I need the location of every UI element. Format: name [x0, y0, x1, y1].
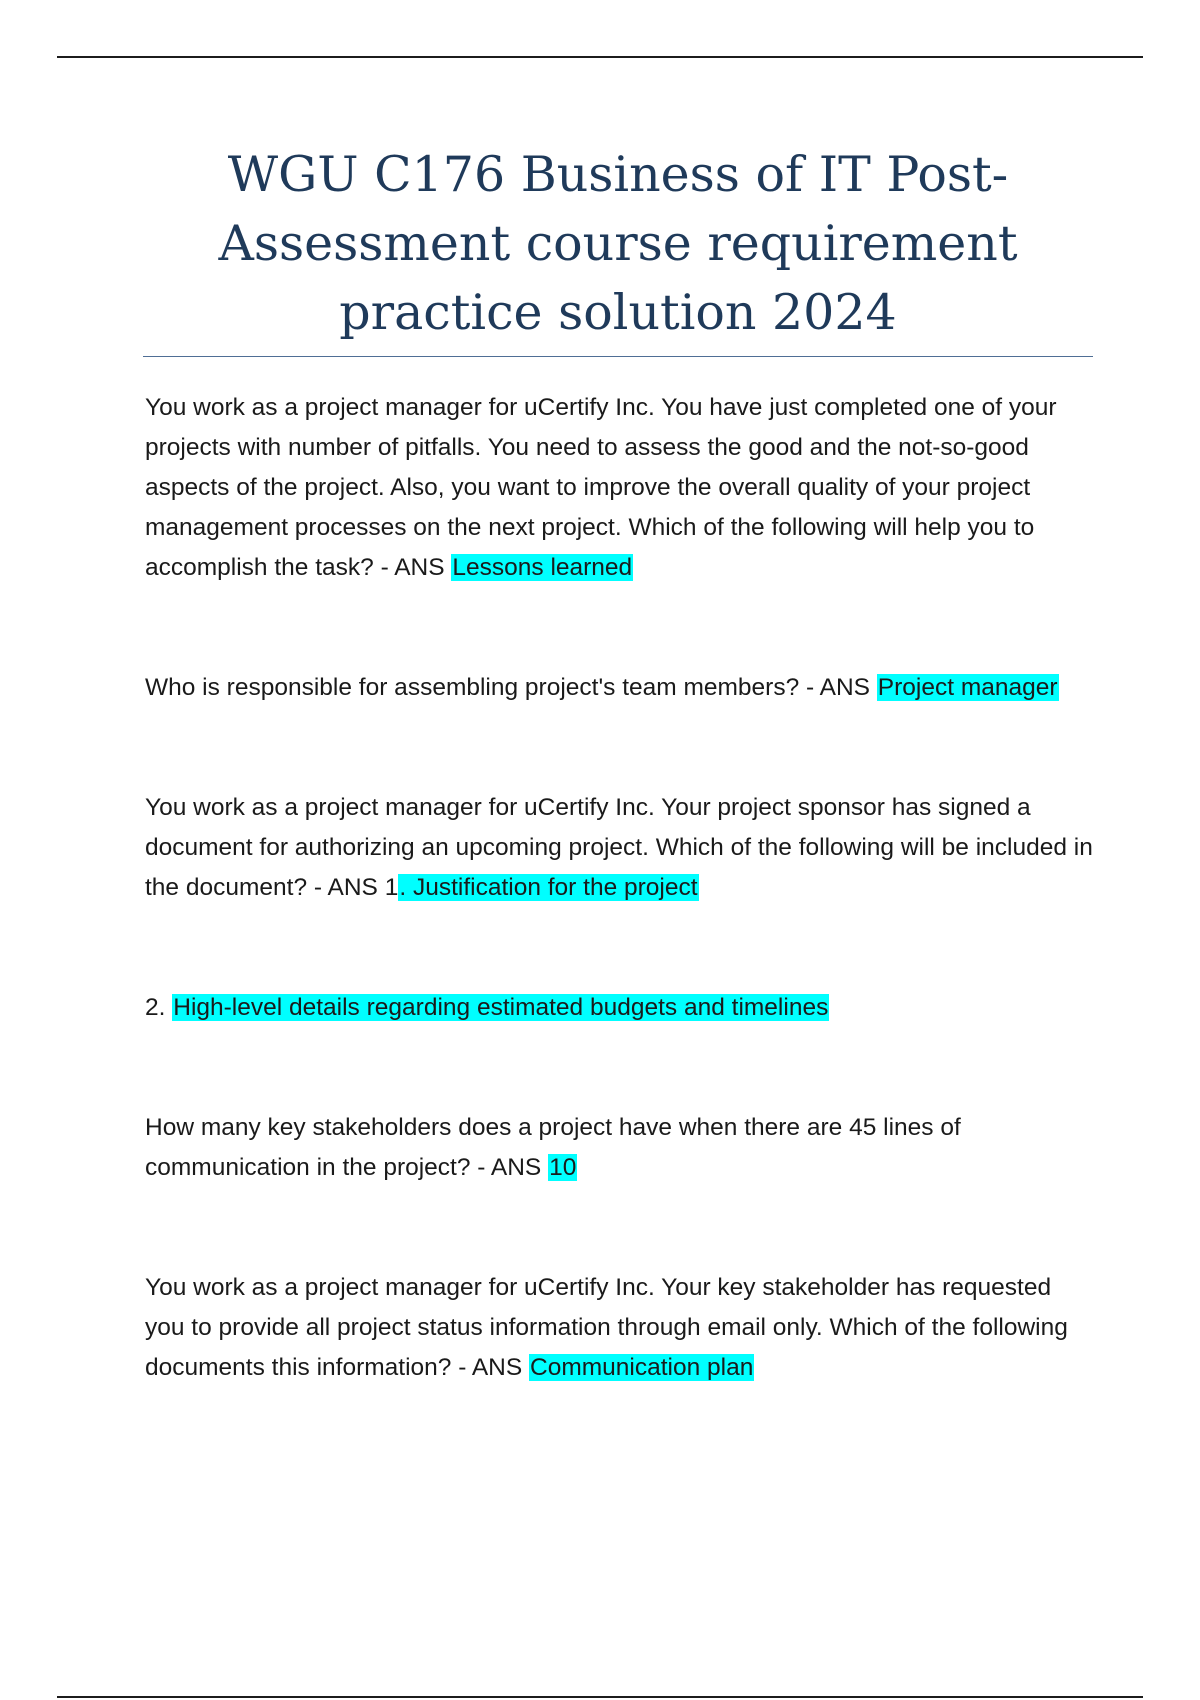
qa-item: [145, 388, 1095, 588]
question-text: You work as a project manager for uCertify Inc. Your key stakeholder has requested you to provide all project status information through email only. Which of the following documents this information? - ANS: [145, 1274, 1068, 1381]
answer-highlight: Lessons learned: [452, 554, 633, 581]
answer-highlight: . Justification for the project: [399, 874, 698, 901]
qa-item: [145, 1108, 1095, 1188]
answer-highlight: Communication plan: [530, 1354, 754, 1381]
document-title: WGU C176 Business of IT Post-Assessment course requirement practice solution 2024: [218, 146, 1018, 341]
answer-highlight: High-level details regarding estimated budgets and timelines: [173, 994, 829, 1021]
qa-item: [145, 1268, 1095, 1388]
answer-highlight: Project manager: [877, 674, 1058, 701]
answer-highlight: 10: [549, 1154, 577, 1181]
question-text: You work as a project manager for uCertify Inc. Your project sponsor has signed a document for authorizing an upcoming project. Which of the following will be included in the document? - ANS 1: [145, 794, 1093, 901]
question-text: Who is responsible for assembling project's team members? - ANS: [145, 674, 877, 701]
title-underline: [143, 356, 1093, 357]
qa-item: [145, 988, 1095, 1028]
question-text: You work as a project manager for uCertify Inc. You have just completed one of your projects with number of pitfalls. You need to assess the good and the not-so-good aspects of the project. Also, you want to improve the overall quality of your project management processes on the next project. Which of the following will help you to accomplish the task? - ANS: [145, 394, 1057, 581]
qa-item: [145, 668, 1095, 708]
page-top-rule: [57, 56, 1143, 58]
question-text: 2.: [145, 994, 173, 1021]
qa-item: [145, 788, 1095, 908]
question-text: How many key stakeholders does a project have when there are 45 lines of communication in the project? - ANS: [145, 1114, 961, 1181]
page-bottom-rule: [57, 1696, 1143, 1698]
qa-content: [145, 388, 1095, 1388]
